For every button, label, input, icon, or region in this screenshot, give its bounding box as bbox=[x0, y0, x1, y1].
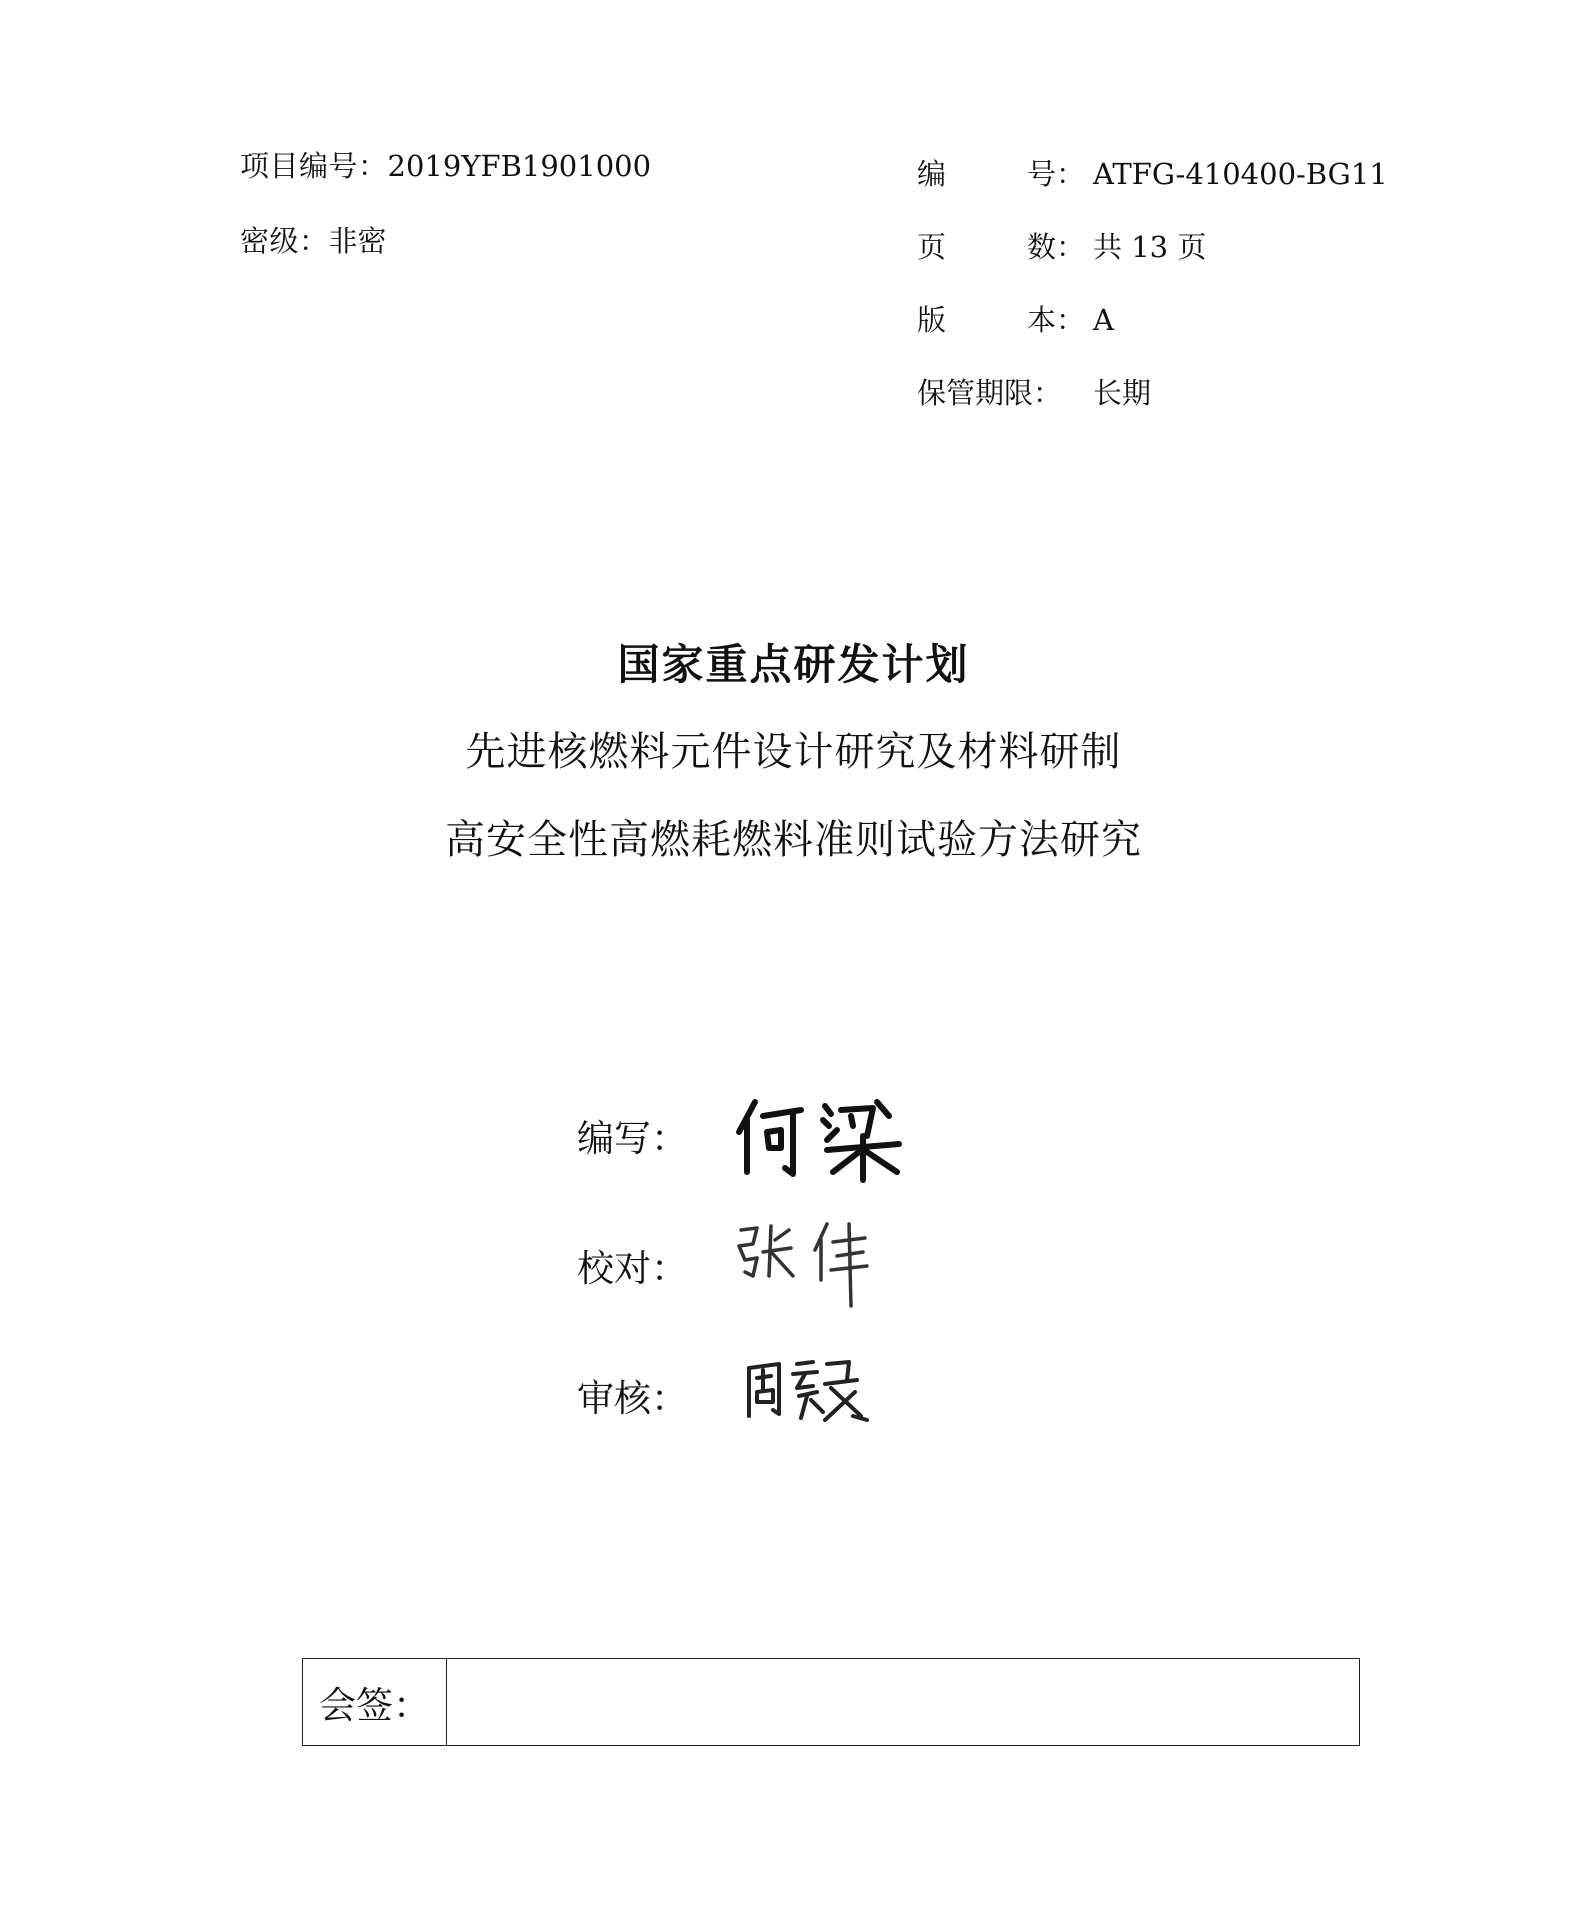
topic-title: 高安全性高燃耗燃料准则试验方法研究 bbox=[445, 817, 1142, 863]
doc-number-value: ATFG-410400-BG11 bbox=[1093, 157, 1388, 191]
signature-block bbox=[577, 1070, 917, 1460]
program-title: 国家重点研发计划 bbox=[617, 640, 970, 689]
version-label-b: 本： bbox=[1026, 303, 1085, 337]
page-count-label-b: 数： bbox=[1026, 230, 1085, 264]
proofreader-row bbox=[577, 1200, 917, 1330]
reviewer-signature bbox=[727, 1340, 917, 1450]
secrecy-value: 非密 bbox=[328, 224, 387, 258]
countersign-label: 会签： bbox=[303, 1659, 447, 1745]
reviewer-row bbox=[577, 1330, 917, 1460]
doc-number-label-a: 编 bbox=[917, 157, 947, 191]
header-right bbox=[917, 157, 1388, 452]
doc-number-label-b: 号： bbox=[1026, 157, 1085, 191]
reviewer-label: 审核： bbox=[577, 1377, 688, 1420]
page-count-value: 共 13 页 bbox=[1093, 230, 1207, 264]
countersign-field[interactable] bbox=[447, 1659, 1359, 1745]
page-count-row bbox=[917, 230, 1388, 306]
project-title: 先进核燃料元件设计研究及材料研制 bbox=[465, 729, 1122, 775]
countersign-table bbox=[302, 1658, 1360, 1746]
secrecy-row bbox=[240, 224, 651, 302]
version-row bbox=[917, 303, 1388, 379]
retention-value: 长期 bbox=[1093, 376, 1152, 410]
page-count-label-a: 页 bbox=[917, 230, 947, 264]
secrecy-label: 密级： bbox=[240, 224, 329, 258]
version-label-a: 版 bbox=[917, 303, 947, 337]
proofreader-signature bbox=[727, 1210, 917, 1320]
author-label: 编写： bbox=[577, 1117, 688, 1160]
retention-row bbox=[917, 376, 1388, 452]
project-number-row bbox=[240, 149, 652, 227]
doc-number-label bbox=[917, 157, 1085, 233]
retention-label: 保管期限： bbox=[917, 376, 1063, 410]
header-left bbox=[240, 149, 652, 302]
doc-number-row bbox=[917, 157, 1388, 233]
project-number-label: 项目编号： bbox=[240, 149, 388, 183]
version-label bbox=[917, 303, 1085, 379]
author-signature bbox=[727, 1080, 917, 1190]
project-number-value: 2019YFB1901000 bbox=[387, 149, 652, 183]
page-count-label bbox=[917, 230, 1085, 306]
author-row bbox=[577, 1070, 917, 1200]
proofreader-label: 校对： bbox=[577, 1247, 688, 1290]
version-value: A bbox=[1093, 303, 1114, 337]
